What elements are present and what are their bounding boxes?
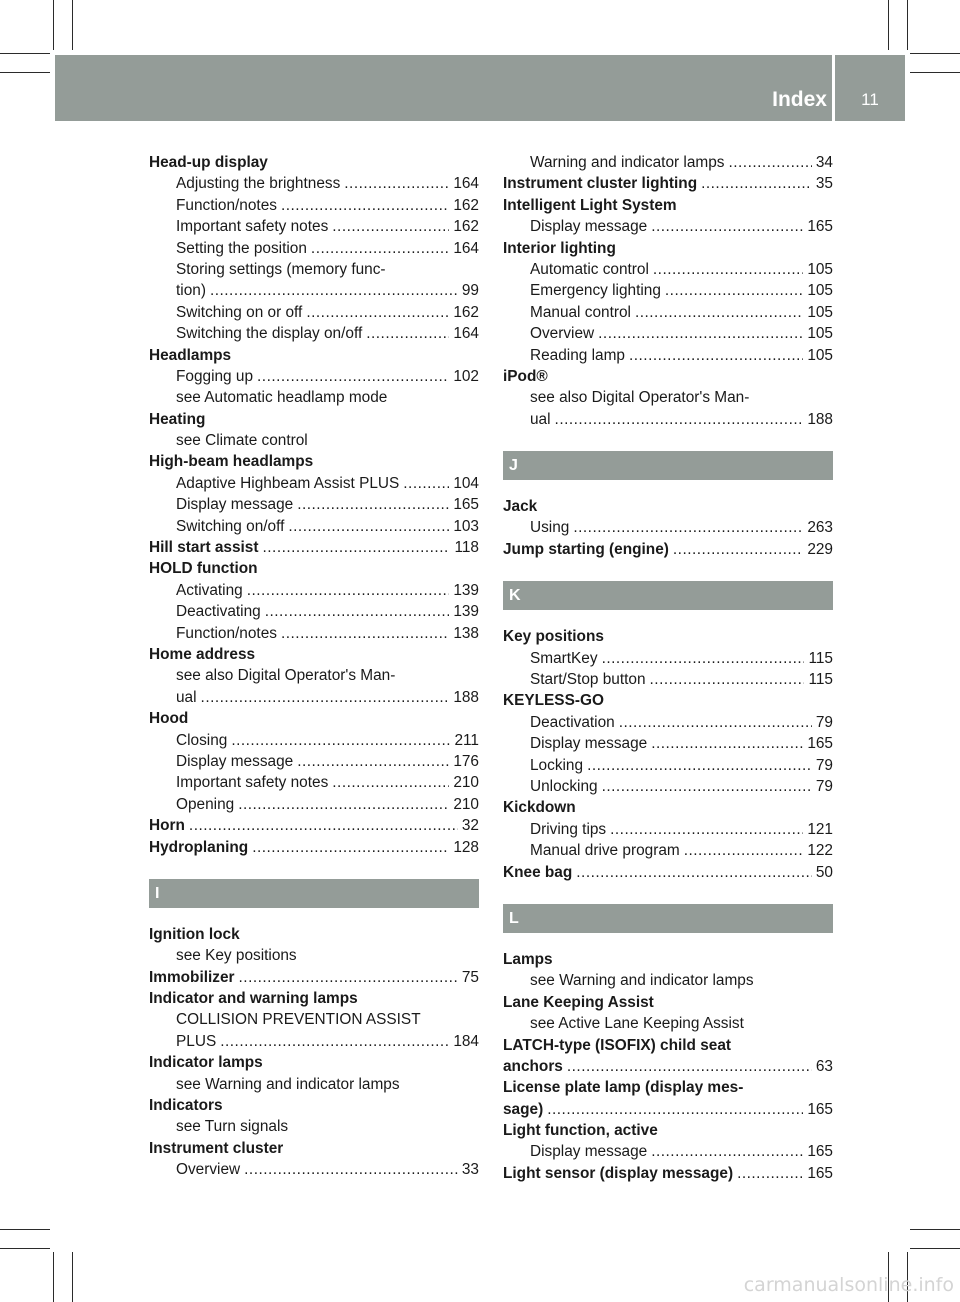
leader-dots — [587, 755, 812, 776]
index-subentry — [503, 259, 833, 280]
entry-page-number: 229 — [807, 540, 833, 558]
index-subentry — [149, 366, 479, 387]
entry-label: Deactivation — [530, 713, 615, 731]
entry-page-number: 188 — [453, 688, 479, 706]
entry-page-number: 115 — [808, 671, 833, 689]
leader-dots — [651, 733, 803, 754]
index-subtext: see also Digital Operator's Man- — [176, 667, 396, 685]
entry-label: ual — [530, 410, 551, 428]
index-heading: Key positions — [503, 628, 604, 646]
entry-page-number: 164 — [453, 325, 479, 343]
leader-dots — [281, 195, 449, 216]
index-heading: Interior lighting — [503, 239, 616, 257]
crop-mark — [72, 0, 73, 50]
leader-dots — [247, 580, 450, 601]
crop-mark — [910, 72, 960, 73]
entry-label: Switching the display on/off — [176, 325, 363, 343]
entry-page-number: 128 — [453, 838, 479, 856]
leader-dots — [297, 494, 449, 515]
index-heading: Heating — [149, 410, 206, 428]
index-heading: High-beam headlamps — [149, 453, 314, 471]
entry-page-number: 188 — [807, 410, 833, 428]
entry-page-number: 75 — [461, 968, 479, 986]
crop-mark — [0, 1229, 50, 1230]
leader-dots — [651, 216, 803, 237]
index-subentry — [149, 601, 479, 622]
entry-label: Knee bag — [503, 863, 573, 881]
index-subentry — [503, 648, 833, 669]
index-subtext: see Active Lane Keeping Assist — [530, 1015, 744, 1033]
index-subtext: see also Digital Operator's Man- — [530, 389, 750, 407]
letter-section-header: L — [503, 904, 833, 933]
watermark: carmanualsonline.info — [743, 1274, 954, 1296]
entry-label: Overview — [176, 1161, 241, 1179]
entry-page-number: 210 — [453, 774, 479, 792]
leader-dots — [332, 772, 449, 793]
leader-dots — [737, 1163, 803, 1184]
entry-label: Driving tips — [530, 820, 607, 838]
index-heading: Kickdown — [503, 799, 576, 817]
entry-label: PLUS — [176, 1032, 217, 1050]
index-subentry — [149, 302, 479, 323]
entry-label: Display message — [176, 752, 294, 770]
index-heading: Lane Keeping Assist — [503, 993, 654, 1011]
crop-mark — [0, 72, 50, 73]
leader-dots — [239, 967, 458, 988]
index-subentry — [149, 1031, 479, 1052]
index-heading: LATCH-type (ISOFIX) child seat — [503, 1036, 732, 1054]
index-subentry — [149, 623, 479, 644]
entry-page-number: 79 — [815, 756, 833, 774]
index-heading: Hood — [149, 710, 189, 728]
leader-dots — [576, 862, 812, 883]
index-subentry — [503, 712, 833, 733]
entry-page-number: 35 — [815, 175, 833, 193]
entry-page-number: 33 — [461, 1161, 479, 1179]
entry-page-number: 103 — [453, 517, 479, 535]
crop-mark — [72, 1252, 73, 1302]
entry-label: Warning and indicator lamps — [530, 154, 725, 171]
crop-mark — [910, 1229, 960, 1230]
leader-dots — [306, 302, 449, 323]
leader-dots — [602, 776, 812, 797]
leader-dots — [653, 259, 803, 280]
index-subentry — [503, 409, 833, 430]
entry-page-number: 139 — [453, 603, 479, 621]
index-heading: KEYLESS-GO — [503, 692, 604, 710]
index-subentry — [149, 280, 479, 301]
entry-page-number: 165 — [453, 496, 479, 514]
section-spacer — [503, 560, 833, 581]
index-subentry — [149, 323, 479, 344]
entry-label: Switching on/off — [176, 517, 285, 535]
leader-dots — [598, 323, 803, 344]
entry-page-number: 162 — [453, 196, 479, 214]
entry-label: Reading lamp — [530, 346, 625, 364]
index-subentry — [503, 517, 833, 538]
leader-dots — [629, 345, 803, 366]
entry-page-number: 63 — [815, 1057, 833, 1075]
index-heading: Ignition lock — [149, 925, 240, 943]
index-subentry — [503, 776, 833, 797]
entry-page-number: 162 — [453, 218, 479, 236]
entry-page-number: 165 — [807, 1143, 833, 1161]
leader-dots — [189, 815, 458, 836]
index-subtext: see Warning and indicator lamps — [176, 1075, 400, 1093]
index-heading: Indicators — [149, 1097, 223, 1115]
entry-label: Closing — [176, 731, 228, 749]
leader-dots — [252, 837, 449, 858]
index-entry — [503, 862, 833, 883]
index-entry — [149, 815, 479, 836]
entry-page-number: 165 — [807, 1164, 833, 1182]
section-title: Index — [772, 88, 827, 111]
entry-page-number: 263 — [807, 519, 833, 537]
entry-label: Display message — [530, 735, 648, 753]
index-subentry — [503, 323, 833, 344]
entry-label: Instrument cluster lighting — [503, 175, 698, 193]
entry-label: Overview — [530, 325, 595, 343]
index-subentry — [503, 1141, 833, 1162]
entry-label: Hydroplaning — [149, 838, 249, 856]
index-heading: Home address — [149, 645, 256, 663]
entry-page-number: 122 — [807, 842, 833, 860]
entry-page-number: 105 — [807, 303, 833, 321]
leader-dots — [665, 280, 803, 301]
crop-mark — [0, 1248, 50, 1249]
entry-label: Unlocking — [530, 777, 598, 795]
index-entry — [503, 1056, 833, 1077]
index-heading: HOLD function — [149, 560, 258, 578]
leader-dots — [311, 238, 449, 259]
index-subentry — [503, 669, 833, 690]
index-subentry — [503, 819, 833, 840]
index-subtext: see Turn signals — [176, 1118, 289, 1136]
index-subentry — [503, 840, 833, 861]
entry-page-number: 50 — [815, 863, 833, 881]
leader-dots — [610, 819, 803, 840]
leader-dots — [201, 687, 450, 708]
letter-section-header: I — [149, 879, 479, 908]
index-subentry — [149, 195, 479, 216]
index-subentry — [149, 1159, 479, 1180]
section-spacer — [149, 858, 479, 879]
index-subentry — [503, 345, 833, 366]
index-heading: Instrument cluster — [149, 1139, 284, 1157]
entry-label: Function/notes — [176, 624, 277, 642]
entry-label: Hill start assist — [149, 539, 259, 557]
entry-page-number: 105 — [807, 260, 833, 278]
index-entry — [503, 1163, 833, 1184]
leader-dots — [547, 1099, 803, 1120]
leader-dots — [332, 216, 449, 237]
leader-dots — [238, 794, 449, 815]
letter-section-header: K — [503, 581, 833, 610]
index-entry — [503, 1099, 833, 1120]
entry-label: ual — [176, 688, 197, 706]
entry-page-number: 139 — [453, 581, 479, 599]
crop-mark — [53, 1252, 54, 1302]
entry-page-number: 165 — [807, 1100, 833, 1118]
entry-page-number: 104 — [453, 474, 479, 492]
index-entry — [149, 967, 479, 988]
index-heading: Light function, active — [503, 1122, 658, 1140]
leader-dots — [344, 173, 449, 194]
entry-label: Setting the position — [176, 239, 307, 257]
entry-label: tion) — [176, 282, 206, 300]
leader-dots — [573, 517, 803, 538]
index-subentry — [149, 687, 479, 708]
entry-page-number: 118 — [454, 539, 479, 557]
leader-dots — [297, 751, 449, 772]
page-header — [55, 55, 905, 121]
leader-dots — [701, 173, 812, 194]
entry-page-number: 115 — [808, 649, 833, 667]
entry-page-number: 211 — [454, 731, 479, 749]
entry-label: Activating — [176, 581, 243, 599]
index-column-right — [503, 152, 833, 1184]
entry-label: Locking — [530, 756, 584, 774]
index-column-left — [149, 152, 479, 1181]
entry-page-number: 164 — [453, 239, 479, 257]
leader-dots — [555, 409, 804, 430]
index-subtext: see Key positions — [176, 947, 297, 965]
index-entry — [503, 539, 833, 560]
entry-page-number: 121 — [807, 820, 833, 838]
entry-label: Using — [530, 519, 570, 537]
crop-mark — [910, 1248, 960, 1249]
index-subtext: Storing settings (memory func- — [176, 260, 386, 278]
index-heading: Lamps — [503, 950, 553, 968]
entry-label: Light sensor (display message) — [503, 1164, 734, 1182]
entry-page-number: 162 — [453, 303, 479, 321]
index-subentry — [503, 302, 833, 323]
entry-label: Immobilizer — [149, 968, 235, 986]
index-subtext: see Automatic headlamp mode — [176, 389, 388, 407]
entry-page-number: 105 — [807, 346, 833, 364]
entry-label: anchors — [503, 1057, 563, 1075]
index-subtext: COLLISION PREVENTION ASSIST — [176, 1011, 421, 1029]
index-heading: Head-up display — [149, 154, 268, 171]
entry-page-number: 99 — [461, 282, 479, 300]
index-heading: iPod® — [503, 367, 548, 385]
leader-dots — [619, 712, 812, 733]
entry-page-number: 79 — [815, 713, 833, 731]
leader-dots — [728, 152, 811, 173]
index-subentry — [149, 494, 479, 515]
entry-label: Important safety notes — [176, 218, 329, 236]
entry-label: Switching on or off — [176, 303, 303, 321]
crop-mark — [907, 0, 908, 50]
entry-label: SmartKey — [530, 649, 598, 667]
leader-dots — [650, 669, 805, 690]
leader-dots — [288, 516, 449, 537]
section-spacer — [503, 883, 833, 904]
entry-label: Display message — [176, 496, 294, 514]
entry-page-number: 184 — [453, 1032, 479, 1050]
entry-label: Important safety notes — [176, 774, 329, 792]
entry-page-number: 102 — [453, 367, 479, 385]
crop-mark — [53, 0, 54, 50]
entry-label: Display message — [530, 218, 648, 236]
crop-mark — [910, 53, 960, 54]
leader-dots — [651, 1141, 803, 1162]
leader-dots — [366, 323, 449, 344]
entry-page-number: 165 — [807, 735, 833, 753]
leader-dots — [602, 648, 805, 669]
index-heading: Headlamps — [149, 346, 232, 364]
index-entry — [503, 173, 833, 194]
entry-label: Fogging up — [176, 367, 254, 385]
leader-dots — [244, 1159, 458, 1180]
entry-label: Deactivating — [176, 603, 261, 621]
index-subtext: see Warning and indicator lamps — [530, 972, 754, 990]
entry-label: Opening — [176, 795, 235, 813]
leader-dots — [281, 623, 449, 644]
index-heading: Indicator and warning lamps — [149, 990, 358, 1008]
leader-dots — [684, 840, 804, 861]
index-subentry — [503, 280, 833, 301]
leader-dots — [220, 1031, 449, 1052]
leader-dots — [567, 1056, 812, 1077]
entry-label: Automatic control — [530, 260, 649, 278]
index-heading: Jack — [503, 498, 538, 516]
page-number: 11 — [861, 90, 879, 109]
index-subentry — [149, 751, 479, 772]
index-subentry — [149, 173, 479, 194]
entry-page-number: 79 — [815, 777, 833, 795]
index-subentry — [149, 516, 479, 537]
index-subentry — [149, 216, 479, 237]
entry-label: sage) — [503, 1100, 544, 1118]
entry-label: Start/Stop button — [530, 671, 646, 689]
leader-dots — [403, 473, 449, 494]
entry-label: Emergency lighting — [530, 282, 661, 300]
entry-label: Function/notes — [176, 196, 277, 214]
index-entry — [149, 837, 479, 858]
crop-mark — [0, 53, 50, 54]
index-subentry — [149, 473, 479, 494]
entry-page-number: 165 — [807, 218, 833, 236]
section-spacer — [503, 430, 833, 451]
index-heading: Intelligent Light System — [503, 196, 677, 214]
letter-section-header: J — [503, 451, 833, 480]
index-subentry — [149, 580, 479, 601]
entry-page-number: 34 — [815, 154, 833, 171]
entry-label: Adaptive Highbeam Assist PLUS — [176, 474, 400, 492]
index-heading: License plate lamp (display mes- — [503, 1079, 744, 1097]
entry-page-number: 138 — [453, 624, 479, 642]
crop-mark — [888, 0, 889, 50]
leader-dots — [265, 601, 450, 622]
entry-label: Horn — [149, 817, 185, 835]
index-entry — [149, 537, 479, 558]
entry-label: Manual control — [530, 303, 631, 321]
index-subentry — [503, 152, 833, 173]
leader-dots — [263, 537, 451, 558]
entry-label: Jump starting (engine) — [503, 540, 669, 558]
index-subtext: see Climate control — [176, 432, 308, 450]
entry-page-number: 164 — [453, 175, 479, 193]
index-subentry — [503, 733, 833, 754]
entry-label: Display message — [530, 1143, 648, 1161]
entry-label: Adjusting the brightness — [176, 175, 341, 193]
index-heading: Indicator lamps — [149, 1054, 263, 1072]
entry-page-number: 32 — [461, 817, 479, 835]
entry-label: Manual drive program — [530, 842, 680, 860]
index-subentry — [149, 730, 479, 751]
entry-page-number: 176 — [453, 752, 479, 770]
index-subentry — [149, 238, 479, 259]
leader-dots — [210, 280, 458, 301]
index-subentry — [503, 755, 833, 776]
leader-dots — [673, 539, 803, 560]
entry-page-number: 105 — [807, 282, 833, 300]
entry-page-number: 210 — [453, 795, 479, 813]
entry-page-number: 105 — [807, 325, 833, 343]
index-subentry — [503, 216, 833, 237]
index-subentry — [149, 794, 479, 815]
index-subentry — [149, 772, 479, 793]
leader-dots — [257, 366, 449, 387]
leader-dots — [635, 302, 803, 323]
leader-dots — [231, 730, 450, 751]
